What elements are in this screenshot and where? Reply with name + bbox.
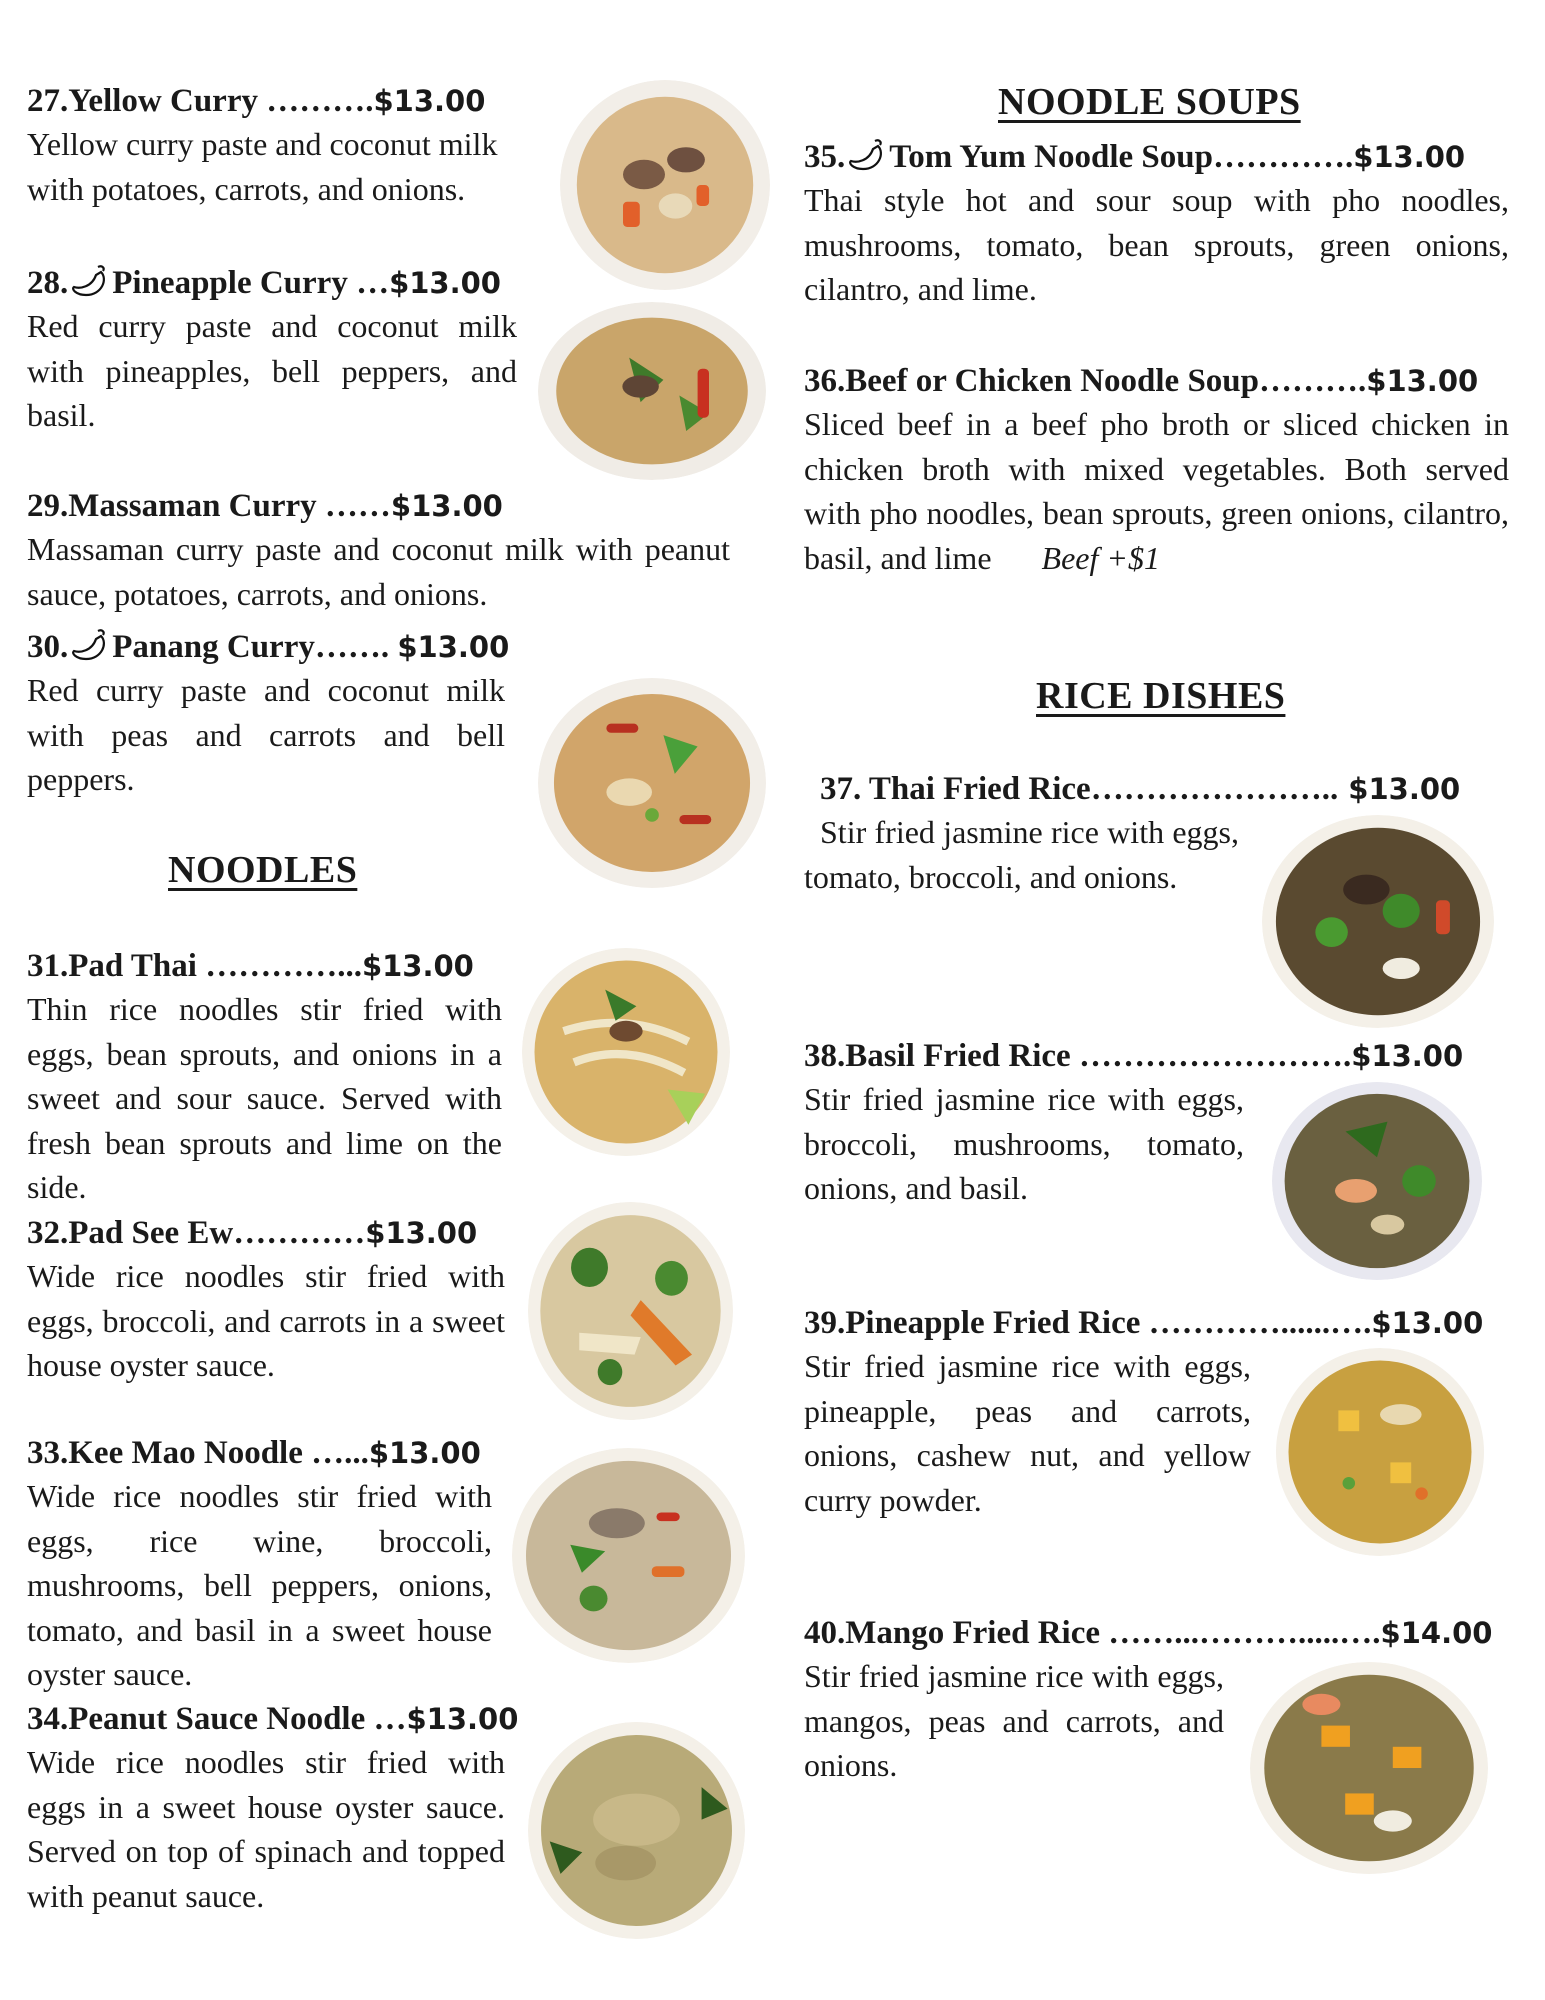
item-31 <box>27 945 502 1210</box>
photo-basil-fried-rice <box>1272 1082 1482 1280</box>
rice-dishes-heading: RICE DISHES <box>1036 675 1286 717</box>
photo-pad-thai <box>522 948 730 1156</box>
item-description: Thin rice noodles stir fried with eggs, bean sprouts, and onions in a sweet and sour sauce. Served with fresh bean sprouts and lime on the side. <box>27 991 502 1205</box>
item-title: 38.Basil Fried Rice …………………….$13.00 <box>804 1038 1464 1074</box>
item-price: $13.00 <box>361 949 474 983</box>
item-description: Yellow curry paste and coconut milk with potatoes, carrots, and onions. <box>27 126 498 207</box>
item-price: $13.00 <box>389 266 501 300</box>
noodle-soups-heading: NOODLE SOUPS <box>998 81 1301 123</box>
item-33 <box>27 1432 492 1697</box>
item-title: 29.Massaman Curry ……$13.00 <box>27 488 503 524</box>
item-price: $13.00 <box>397 630 510 664</box>
item-description: Sliced beef in a beef pho broth or sliced chicken in chicken broth with mixed vegetables. Both served with pho noodles, bean sprouts, green onions, cilantro, basil, and lime Beef +$1 <box>804 406 1509 576</box>
item-price: $13.00 <box>1351 1039 1464 1073</box>
item-37 <box>804 768 1461 899</box>
item-title: 32.Pad See Ew…………$13.00 <box>27 1215 478 1251</box>
photo-pineapple-curry <box>538 302 766 480</box>
item-title: 39.Pineapple Fried Rice …………......….$13.00 <box>804 1305 1484 1341</box>
photo-peanut-sauce-noodle <box>528 1722 745 1939</box>
photo-pad-see-ew <box>528 1202 733 1420</box>
item-price: $13.00 <box>368 1436 481 1470</box>
item-price: $13.00 <box>373 84 486 118</box>
item-title: 27.Yellow Curry ……….$13.00 <box>27 83 486 119</box>
item-description: Stir fried jasmine rice with eggs, broccoli, mushrooms, tomato, onions, and basil. <box>804 1081 1244 1206</box>
item-30 <box>27 626 510 802</box>
item-description: Thai style hot and sour soup with pho noodles, mushrooms, tomato, bean sprouts, green onions, cilantro, and lime. <box>804 182 1509 307</box>
item-description: Massaman curry paste and coconut milk with peanut sauce, potatoes, carrots, and onions. <box>27 531 730 612</box>
photo-thai-fried-rice <box>1262 815 1494 1028</box>
item-price: $13.00 <box>1371 1306 1484 1340</box>
item-price: $13.00 <box>1338 772 1461 806</box>
item-34 <box>27 1698 519 1918</box>
item-price: $14.00 <box>1380 1616 1493 1650</box>
item-description: Wide rice noodles stir fried with eggs, rice wine, broccoli, mushrooms, bell peppers, onions, tomato, and basil in a sweet house oyster sauce. <box>27 1478 492 1692</box>
item-29 <box>27 485 730 616</box>
chili-icon <box>68 627 110 663</box>
beef-surcharge-note: Beef +$1 <box>1041 539 1160 576</box>
item-description: Stir fried jasmine rice with eggs, mangos, peas and carrots, and onions. <box>804 1658 1224 1783</box>
item-price: $13.00 <box>1366 364 1479 398</box>
noodles-heading: NOODLES <box>168 849 358 891</box>
item-title: 35. Tom Yum Noodle Soup………….$13.00 <box>804 139 1466 175</box>
photo-kee-mao-noodle <box>512 1448 745 1663</box>
item-title: 28. Pineapple Curry …$13.00 <box>27 265 501 301</box>
item-title: 36.Beef or Chicken Noodle Soup……….$13.00 <box>804 363 1479 399</box>
item-description: Wide rice noodles stir fried with eggs, broccoli, and carrots in a sweet house oyster sauce. <box>27 1258 505 1383</box>
item-27 <box>27 80 547 211</box>
item-title: 31.Pad Thai …………...$13.00 <box>27 948 474 984</box>
photo-panang-curry <box>538 678 766 888</box>
item-35 <box>804 136 1509 312</box>
item-price: $13.00 <box>365 1216 478 1250</box>
item-title: 34.Peanut Sauce Noodle …$13.00 <box>27 1701 519 1737</box>
item-title: 30. Panang Curry……. $13.00 <box>27 629 510 665</box>
photo-yellow-curry <box>560 80 770 290</box>
item-description: Red curry paste and coconut milk with pineapples, bell peppers, and basil. <box>27 308 517 433</box>
item-price: $13.00 <box>406 1702 519 1736</box>
item-price: $13.00 <box>1353 140 1466 174</box>
item-price: $13.00 <box>390 489 503 523</box>
item-description: Wide rice noodles stir fried with eggs in a sweet house oyster sauce. Served on top of spinach and topped with peanut sauce. <box>27 1744 505 1914</box>
photo-mango-fried-rice <box>1250 1662 1488 1874</box>
photo-pineapple-fried-rice <box>1275 1348 1485 1556</box>
item-32 <box>27 1212 505 1388</box>
chili-icon <box>68 263 110 299</box>
item-description: Stir fried jasmine rice with eggs, pineapple, peas and carrots, onions, cashew nut, and yellow curry powder. <box>804 1348 1251 1518</box>
item-title: 40.Mango Fried Rice ……...……….....….$14.00 <box>804 1615 1493 1651</box>
item-28 <box>27 262 517 438</box>
item-description: Red curry paste and coconut milk with peas and carrots and bell peppers. <box>27 672 505 797</box>
item-description: Stir fried jasmine rice with eggs, tomato, broccoli, and onions. <box>804 814 1239 895</box>
chili-icon <box>845 137 887 173</box>
item-title: 33.Kee Mao Noodle …...$13.00 <box>27 1435 481 1471</box>
item-36 <box>804 360 1509 580</box>
item-title: 37. Thai Fried Rice………………….. $13.00 <box>820 771 1461 807</box>
